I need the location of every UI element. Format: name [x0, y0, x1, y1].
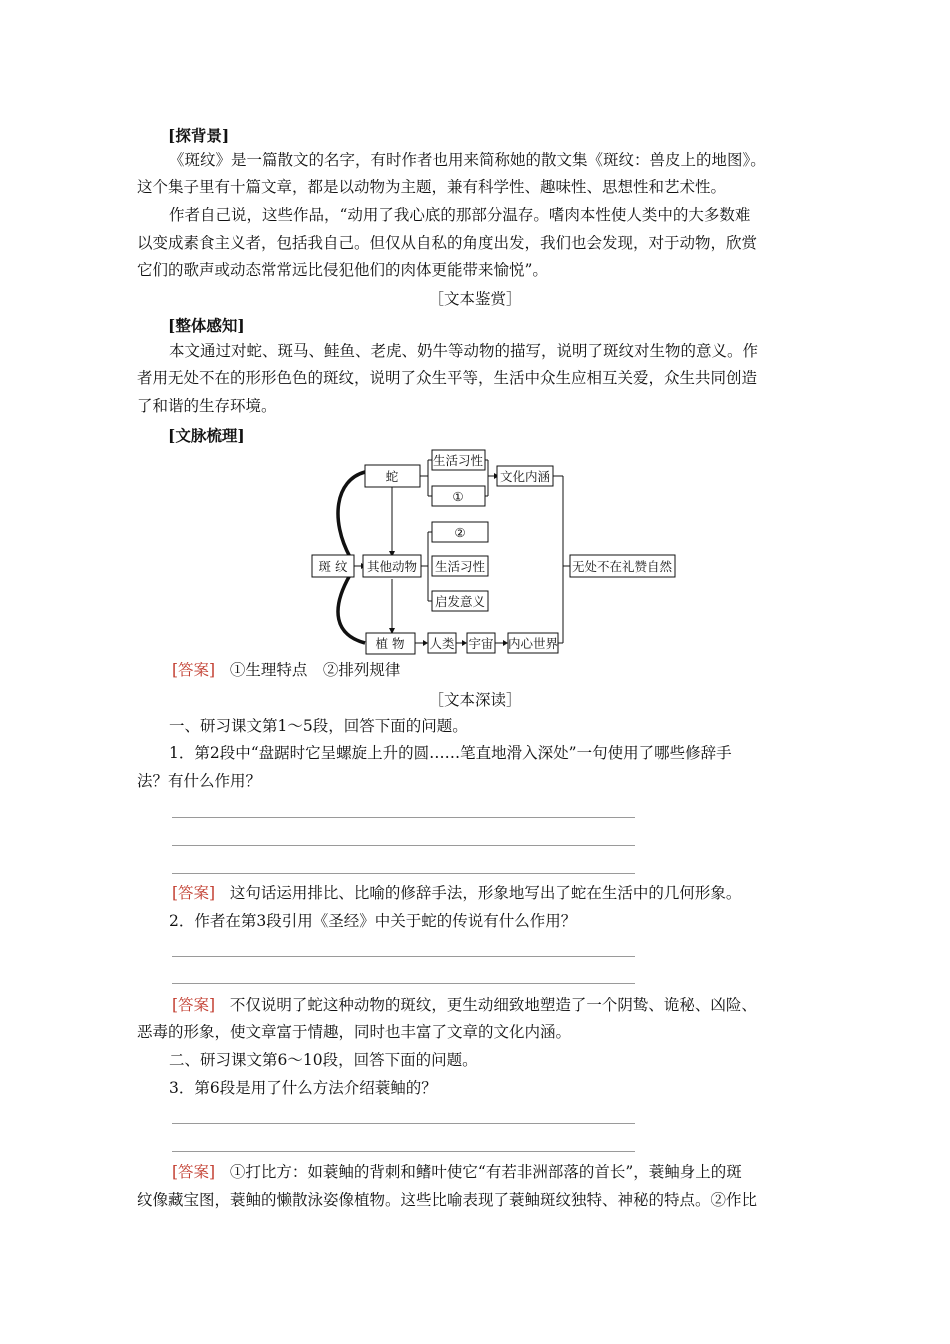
background-paragraph-2: 作者自己说，这些作品，“动用了我心底的那部分温存。嗜肉本性使人类中的大多数难	[169, 206, 751, 224]
question-1: 1．第2段中“盘踞时它呈螺旋上升的圆……笔直地滑入深处”一句使用了哪些修辞手	[169, 744, 732, 762]
overall-paragraph-cont: 者用无处不在的形形色色的斑纹，说明了众生平等，生活中众生应相互关爱，众生共同创造	[137, 369, 758, 387]
svg-text:内心世界: 内心世界	[507, 636, 559, 651]
part2-instruction: 二、研习课文第6～10段，回答下面的问题。	[169, 1051, 478, 1069]
answer-blank-line[interactable]	[172, 956, 635, 957]
svg-text:启发意义: 启发意义	[434, 594, 486, 609]
overall-heading: [整体感知]	[168, 316, 245, 335]
svg-text:①: ①	[452, 489, 464, 504]
diagram-answer: ①生理特点 ②排列规律	[229, 661, 401, 679]
svg-text:其他动物: 其他动物	[366, 559, 418, 574]
node-snake-habit	[432, 450, 485, 470]
background-heading: [探背景]	[168, 126, 230, 145]
question-1-answer: [答案] 这句话运用排比、比喻的修辞手法，形象地写出了蛇在生活中的几何形象。	[172, 884, 742, 902]
svg-text:②: ②	[454, 525, 466, 540]
overall-paragraph-end: 了和谐的生存环境。	[137, 397, 277, 415]
background-paragraph-2-end: 它们的歌声或动态常常远比侵犯他们的肉体更能带来愉悦”。	[137, 261, 548, 279]
question-1-cont: 法？有什么作用？	[137, 772, 262, 790]
answer-blank-line[interactable]	[172, 1151, 635, 1152]
node-universe	[467, 633, 495, 653]
node-culture	[497, 466, 553, 486]
node-other-animals	[363, 555, 421, 577]
svg-text:无处不在礼赞自然: 无处不在礼赞自然	[571, 559, 673, 574]
node-root	[312, 555, 354, 577]
diagram-answer-line	[172, 660, 852, 680]
svg-text:人类: 人类	[429, 636, 455, 651]
background-paragraph-1: 《斑纹》是一篇散文的名字，有时作者也用来简称她的散文集《斑纹：兽皮上的地图》。	[169, 151, 766, 169]
svg-text:蛇: 蛇	[385, 469, 399, 484]
node-inspire	[432, 591, 488, 611]
answer-tag: [答案]	[172, 884, 216, 902]
node-snake-blank	[432, 486, 485, 506]
node-human	[428, 633, 456, 653]
section-title-deep-reading: ［文本深读］	[428, 691, 522, 709]
background-paragraph-2-cont: 以变成素食主义者，包括我自己。但仅从自私的角度出发，我们也会发现，对于动物，欣赏	[137, 234, 758, 252]
overall-paragraph: 本文通过对蛇、斑马、鲑鱼、老虎、奶牛等动物的描写，说明了斑纹对生物的意义。作	[169, 342, 759, 360]
question-2-answer-cont: 恶毒的形象，使文章富于情趣，同时也丰富了文章的文化内涵。	[137, 1023, 572, 1041]
part1-instruction: 一、研习课文第1～5段，回答下面的问题。	[169, 717, 468, 735]
question-3-answer-cont: 纹像藏宝图，蓑鲉的懒散泳姿像植物。这些比喻表现了蓑鲉斑纹独特、神秘的特点。②作比	[137, 1191, 758, 1209]
svg-text:宇宙: 宇宙	[468, 636, 494, 651]
answer-tag: [答案]	[172, 1163, 216, 1181]
node-snake	[365, 465, 420, 487]
answer-blank-line[interactable]	[172, 1123, 635, 1124]
question-3-answer: [答案] ①打比方：如蓑鲉的背刺和鳍叶使它“有若非洲部落的首长”，蓑鲉身上的斑	[172, 1163, 742, 1181]
question-2-answer: [答案] 不仅说明了蛇这种动物的斑纹，更生动细致地塑造了一个阴鸷、诡秘、凶险、	[172, 996, 757, 1014]
section-title-appreciation: ［文本鉴赏］	[428, 290, 522, 308]
question-2: 2．作者在第3段引用《圣经》中关于蛇的传说有什么作用？	[169, 912, 577, 930]
svg-text:文化内涵: 文化内涵	[499, 469, 551, 484]
svg-text:生活习性: 生活习性	[434, 559, 486, 574]
node-other-habit	[432, 556, 488, 576]
context-heading: [文脉梳理]	[168, 426, 245, 445]
answer-tag: [答案]	[172, 661, 216, 679]
node-inner-world	[508, 633, 559, 653]
node-plant	[366, 633, 415, 654]
svg-text:斑 纹: 斑 纹	[318, 559, 348, 574]
svg-text:生活习性: 生活习性	[432, 453, 484, 468]
answer-blank-line[interactable]	[172, 873, 635, 874]
svg-text:植 物: 植 物	[375, 636, 405, 651]
background-paragraph-1-cont: 这个集子里有十篇文章，都是以动物为主题，兼有科学性、趣味性、思想性和艺术性。	[137, 178, 727, 196]
answer-blank-line[interactable]	[172, 817, 635, 818]
node-other-blank	[432, 522, 488, 542]
answer-tag: [答案]	[172, 996, 216, 1014]
answer-blank-line[interactable]	[172, 983, 635, 984]
question-3: 3．第6段是用了什么方法介绍蓑鲉的？	[169, 1079, 437, 1097]
answer-blank-line[interactable]	[172, 845, 635, 846]
node-final	[570, 555, 675, 577]
